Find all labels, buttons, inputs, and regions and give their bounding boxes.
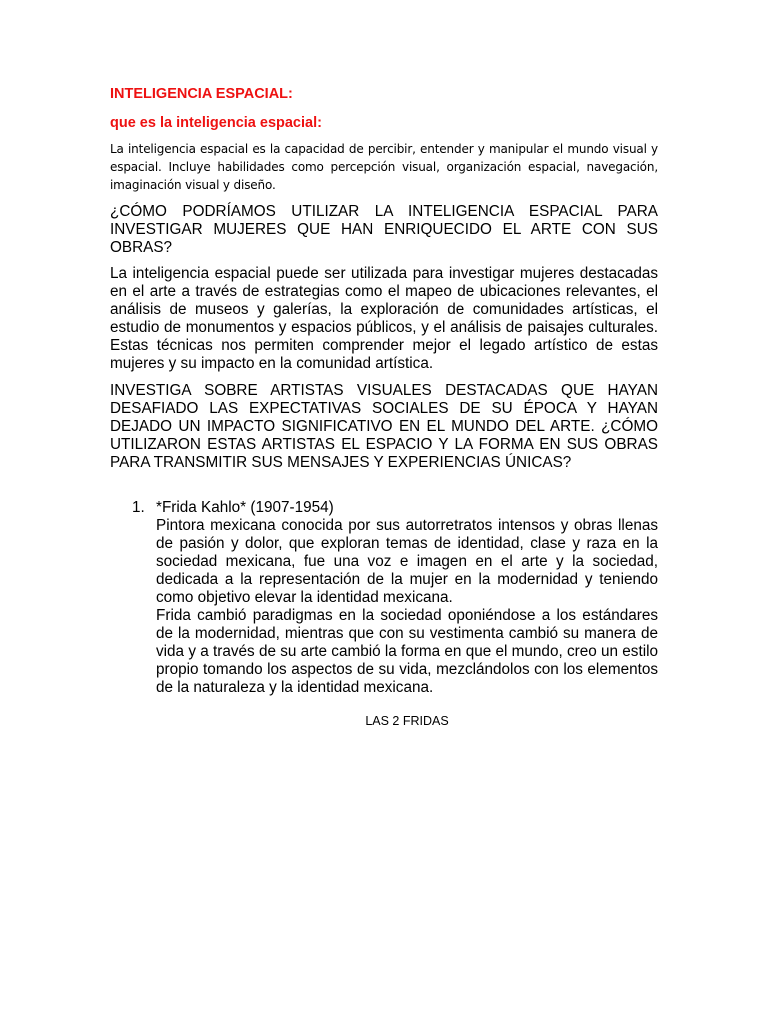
question-heading-1: ¿CÓMO PODRÍAMOS UTILIZAR LA INTELIGENCIA ESPACIAL PARA INVESTIGAR MUJERES QUE HAN ENRIQUECIDO EL ARTE CON SUS OBRAS? — [110, 203, 658, 256]
image-caption: LAS 2 FRIDAS — [365, 714, 449, 728]
artist-list — [110, 499, 658, 697]
document-subtitle: que es la inteligencia espacial: — [110, 115, 322, 131]
artist-impact: Frida cambió paradigmas en la sociedad oponiéndose a los estándares de la modernidad, mientras que con su vestimenta cambió su manera de vida y a través de su arte cambió la forma en que el mundo, creo un estilo propio tomando los aspectos de su vida, mezclándolos con los elementos de la naturaleza y la identidad mexicana. — [156, 607, 658, 696]
answer-paragraph-1: La inteligencia espacial puede ser utilizada para investigar mujeres destacadas en el arte a través de estrategias como el mapeo de ubicaciones relevantes, el análisis de museos y galerías, la exploración de comunidades artísticas, el estudio de monumentos y espacios públicos, y el análisis de paisajes culturales. Estas técnicas nos permiten comprender mejor el legado artístico de estas mujeres y su impacto en la comunidad artística. — [110, 265, 658, 372]
list-item — [110, 499, 658, 697]
artist-description: Pintora mexicana conocida por sus autorretratos intensos y obras llenas de pasión y dolor, que exploran temas de identidad, clase y raza en la sociedad mexicana, fue una voz e imagen en el arte y la sociedad, dedicada a la representación de la mujer en la modernidad y teniendo como objetivo elevar la identidad mexicana. — [156, 517, 658, 606]
question-heading-2: INVESTIGA SOBRE ARTISTAS VISUALES DESTACADAS QUE HAYAN DESAFIADO LAS EXPECTATIVAS SOCIALES DE SU ÉPOCA Y HAYAN DEJADO UN IMPACTO SIGNIFICATIVO EN EL MUNDO DEL ARTE. ¿CÓMO UTILIZARON ESTAS ARTISTAS EL ESPACIO Y LA FORMA EN SUS OBRAS PARA TRANSMITIR SUS MENSAJES Y EXPERIENCIAS ÚNICAS? — [110, 382, 658, 471]
list-number: 1. — [132, 499, 145, 516]
document-title: INTELIGENCIA ESPACIAL: — [110, 86, 293, 102]
artist-name: *Frida Kahlo* (1907-1954) — [156, 499, 334, 516]
definition-paragraph: La inteligencia espacial es la capacidad de percibir, entender y manipular el mundo visual y espacial. Incluye habilidades como percepción visual, organización espacial, navegación, imaginación visual y diseño. — [110, 142, 658, 192]
document-page — [110, 84, 658, 729]
